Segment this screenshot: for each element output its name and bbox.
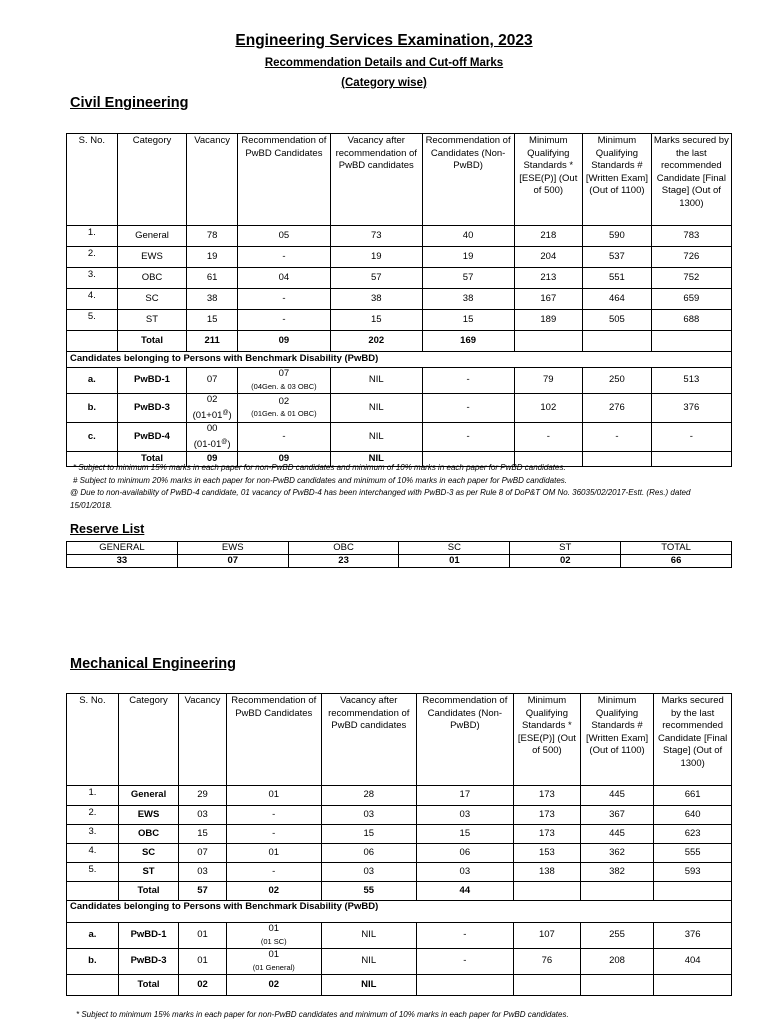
cell-vac-after: 73 xyxy=(330,226,422,247)
vacancy-note-mark: @ xyxy=(221,438,228,445)
cell-vacancy: 29 xyxy=(179,786,227,806)
cell-sno: 5. xyxy=(67,863,119,882)
cell-vac-after: NIL xyxy=(321,949,416,975)
cell-total-vac-after: 202 xyxy=(330,331,422,352)
cell-min-written: 367 xyxy=(580,806,653,825)
rec-value: 01 xyxy=(268,923,280,934)
cell-rec-non: 03 xyxy=(416,806,513,825)
cell-rec-non: 06 xyxy=(416,844,513,863)
cell-sno: b. xyxy=(67,394,118,423)
cell-empty xyxy=(580,975,653,996)
cell-vacancy: 01 xyxy=(179,923,227,949)
page-title: Engineering Services Examination, 2023 xyxy=(235,32,533,49)
cell-vac-after: 03 xyxy=(321,863,416,882)
cell-rec-non: - xyxy=(416,949,513,975)
cell-total-label: Total xyxy=(118,882,178,901)
cell-rec-non: 15 xyxy=(422,310,514,331)
cell-category: PwBD-1 xyxy=(117,368,187,394)
cell-category: PwBD-3 xyxy=(117,394,187,423)
rec-value: 02 xyxy=(278,395,290,407)
reserve-col-obc: OBC xyxy=(288,542,399,555)
cell-sno: 3. xyxy=(67,825,119,844)
cell-marks-last: 555 xyxy=(654,844,732,863)
table-row xyxy=(67,226,732,247)
cell-vac-after: 03 xyxy=(321,806,416,825)
cell-empty xyxy=(583,331,652,352)
cell-min-written: 208 xyxy=(580,949,653,975)
table-header-row xyxy=(67,134,732,226)
cell-min-prelim: 102 xyxy=(514,394,583,423)
rec-value: 01 xyxy=(268,949,280,960)
cell-empty xyxy=(513,882,580,901)
cell-category: PwBD-1 xyxy=(118,923,178,949)
cell-total-rec-pwbd: 02 xyxy=(226,975,321,996)
table-row xyxy=(67,268,732,289)
pwbd-heading-row xyxy=(67,901,732,923)
col-sno: S. No. xyxy=(67,134,118,226)
cell-vacancy: 38 xyxy=(187,289,238,310)
cell-vacancy: 15 xyxy=(179,825,227,844)
cell-rec-pwbd: - xyxy=(237,310,330,331)
cell-total-rec-non: 169 xyxy=(422,331,514,352)
cell-rec-non: 57 xyxy=(422,268,514,289)
cell-category: OBC xyxy=(117,268,187,289)
cell-rec-non: 19 xyxy=(422,247,514,268)
civil-table xyxy=(66,133,732,467)
col-rec-pwbd: Recommendation of PwBD Candidates xyxy=(226,694,321,786)
table-row xyxy=(67,806,732,825)
reserve-sc: 01 xyxy=(399,555,510,568)
cell-rec-pwbd: 01 xyxy=(226,786,321,806)
pwbd-row xyxy=(67,394,732,423)
cell-min-prelim: - xyxy=(514,423,583,452)
cell-min-prelim: 213 xyxy=(514,268,583,289)
cell-marks-last: 783 xyxy=(651,226,731,247)
cell-category: EWS xyxy=(118,806,178,825)
cell-sno: 1. xyxy=(67,786,119,806)
reserve-value-row xyxy=(67,555,732,568)
page-subtitle: Recommendation Details and Cut-off Marks xyxy=(264,57,504,69)
cell-min-prelim: 79 xyxy=(514,368,583,394)
cell-vac-after: 57 xyxy=(330,268,422,289)
cell-total-label: Total xyxy=(118,975,178,996)
cell-total-label: Total xyxy=(117,331,187,352)
cell-vacancy: 61 xyxy=(187,268,238,289)
note-star: * Subject to minimum 15% marks in each paper for non-PwBD candidates and minimum of 10% marks in each paper for PwBD candidates. xyxy=(76,1010,569,1019)
civil-notes xyxy=(70,462,730,512)
cell-rec-pwbd xyxy=(226,923,321,949)
col-min-prelim: Minimum Qualifying Standards * [ESE(P)] (Out of 500) xyxy=(514,134,583,226)
cell-category: SC xyxy=(118,844,178,863)
cell-min-prelim: 76 xyxy=(513,949,580,975)
vacancy-value: 00 xyxy=(206,423,218,435)
cell-rec-pwbd: - xyxy=(226,825,321,844)
cell-rec-pwbd: - xyxy=(226,863,321,882)
vacancy-note-close: ) xyxy=(227,438,231,450)
table-row xyxy=(67,247,732,268)
cell-vacancy: 19 xyxy=(187,247,238,268)
cell-rec-non: 17 xyxy=(416,786,513,806)
cell-empty xyxy=(580,882,653,901)
cell-category: EWS xyxy=(117,247,187,268)
cell-marks-last: 726 xyxy=(651,247,731,268)
cell-marks-last: 623 xyxy=(654,825,732,844)
cell-min-prelim: 218 xyxy=(514,226,583,247)
cell-empty xyxy=(654,882,732,901)
vacancy-note-text: (01-01 xyxy=(193,438,222,450)
col-vac-after: Vacancy after recommendation of PwBD candidates xyxy=(330,134,422,226)
note-at: @ Due to non-availability of PwBD-4 candidate, 01 vacancy of PwBD-4 has been interchanged with PwBD-3 as per Rule 8 of DoP&T OM No. 36035/02/2017-Estt. (Res.) dated 15/01/2018. xyxy=(70,488,691,510)
cell-total-vacancy: 02 xyxy=(179,975,227,996)
cell-sno: 3. xyxy=(67,268,118,289)
table-row xyxy=(67,825,732,844)
pwbd-heading: Candidates belonging to Persons with Benchmark Disability (PwBD) xyxy=(67,901,732,923)
cell-vacancy: 07 xyxy=(187,368,238,394)
cell-min-prelim: 173 xyxy=(513,825,580,844)
table-row xyxy=(67,310,732,331)
cell-min-written: 445 xyxy=(580,825,653,844)
table-row xyxy=(67,289,732,310)
reserve-st: 02 xyxy=(510,555,621,568)
cell-min-prelim: 153 xyxy=(513,844,580,863)
cell-vacancy: 78 xyxy=(187,226,238,247)
cell-min-written: 255 xyxy=(580,923,653,949)
cell-marks-last: 404 xyxy=(654,949,732,975)
cell-rec-non: - xyxy=(422,368,514,394)
rec-note: (01Gen. & 01 OBC) xyxy=(251,409,317,419)
cell-marks-last: 659 xyxy=(651,289,731,310)
cell-empty xyxy=(654,975,732,996)
cell-marks-last: 376 xyxy=(654,923,732,949)
cell-category: ST xyxy=(118,863,178,882)
cell-vac-after: NIL xyxy=(330,394,422,423)
cell-rec-non: - xyxy=(416,923,513,949)
cell-sno: c. xyxy=(67,423,118,452)
cell-total-rec-pwbd: 09 xyxy=(237,452,330,467)
cell-sno: 4. xyxy=(67,289,118,310)
cell-min-prelim: 173 xyxy=(513,786,580,806)
reserve-col-general: GENERAL xyxy=(67,542,178,555)
cell-min-prelim: 173 xyxy=(513,806,580,825)
col-vacancy: Vacancy xyxy=(179,694,227,786)
cell-min-written: 445 xyxy=(580,786,653,806)
cell-vac-after: NIL xyxy=(330,368,422,394)
cell-min-written: 362 xyxy=(580,844,653,863)
rec-note: (01 General) xyxy=(252,962,295,972)
cell-total-vacancy: 09 xyxy=(187,452,238,467)
cell-min-written: 250 xyxy=(583,368,652,394)
table-row xyxy=(67,786,732,806)
cell-vac-after: 38 xyxy=(330,289,422,310)
col-rec-pwbd: Recommendation of PwBD Candidates xyxy=(237,134,330,226)
cell-min-written: 464 xyxy=(583,289,652,310)
cell-total-rec-pwbd: 02 xyxy=(226,882,321,901)
cell-category: PwBD-3 xyxy=(118,949,178,975)
cell-marks-last: - xyxy=(651,423,731,452)
reserve-col-total: TOTAL xyxy=(621,542,732,555)
cell-min-written: 505 xyxy=(583,310,652,331)
note-star: * Subject to minimum 15% marks in each paper for non-PwBD candidates and minimum of 10% marks in each paper for PwBD candidates. xyxy=(73,463,566,472)
mechanical-table xyxy=(66,693,732,996)
cell-rec-non: 40 xyxy=(422,226,514,247)
cell-sno: 2. xyxy=(67,247,118,268)
cell-empty xyxy=(416,975,513,996)
cell-min-prelim: 167 xyxy=(514,289,583,310)
cell-vac-after: 28 xyxy=(321,786,416,806)
mechanical-notes xyxy=(76,1009,736,1022)
cell-rec-non: - xyxy=(422,394,514,423)
vacancy-note xyxy=(189,436,235,452)
cell-marks-last: 376 xyxy=(651,394,731,423)
cell-vacancy: 03 xyxy=(179,863,227,882)
cell-marks-last: 752 xyxy=(651,268,731,289)
cell-rec-non: 38 xyxy=(422,289,514,310)
cell-total-rec-pwbd: 09 xyxy=(237,331,330,352)
cell-min-written: 382 xyxy=(580,863,653,882)
reserve-col-st: ST xyxy=(510,542,621,555)
reserve-col-ews: EWS xyxy=(177,542,288,555)
cell-total-vacancy: 57 xyxy=(179,882,227,901)
cell-category: SC xyxy=(117,289,187,310)
cell-total-vac-after: 55 xyxy=(321,882,416,901)
reserve-general: 33 xyxy=(67,555,178,568)
pwbd-total-row xyxy=(67,975,732,996)
pwbd-row xyxy=(67,923,732,949)
total-row xyxy=(67,882,732,901)
cell-rec-non: - xyxy=(422,423,514,452)
cell-min-written: 537 xyxy=(583,247,652,268)
cell-sno: 4. xyxy=(67,844,119,863)
cell-marks-last: 640 xyxy=(654,806,732,825)
cell-rec-pwbd xyxy=(226,949,321,975)
cell-rec-pwbd: - xyxy=(226,806,321,825)
reserve-heading: Reserve List xyxy=(70,522,145,536)
cell-vacancy: 15 xyxy=(187,310,238,331)
cell-marks-last: 661 xyxy=(654,786,732,806)
cell-rec-pwbd xyxy=(237,368,330,394)
table-row xyxy=(67,863,732,882)
col-vacancy: Vacancy xyxy=(187,134,238,226)
total-row xyxy=(67,331,732,352)
cell-category: General xyxy=(118,786,178,806)
table-header-row xyxy=(67,694,732,786)
cell-empty xyxy=(514,331,583,352)
reserve-total: 66 xyxy=(621,555,732,568)
cell-min-written: 590 xyxy=(583,226,652,247)
cell-vacancy xyxy=(187,423,238,452)
vacancy-note-text: (01+01 xyxy=(192,409,223,421)
col-rec-non: Recommendation of Candidates (Non-PwBD) xyxy=(422,134,514,226)
cell-rec-non: 15 xyxy=(416,825,513,844)
cell-category: General xyxy=(117,226,187,247)
rec-note: (01 SC) xyxy=(260,936,287,946)
cell-vacancy: 01 xyxy=(179,949,227,975)
cell-vacancy: 03 xyxy=(179,806,227,825)
vacancy-note-mark: @ xyxy=(222,409,229,416)
cell-empty xyxy=(651,331,731,352)
cell-empty xyxy=(67,331,118,352)
cell-marks-last: 593 xyxy=(654,863,732,882)
cell-min-written: 551 xyxy=(583,268,652,289)
cell-min-prelim: 204 xyxy=(514,247,583,268)
rec-note: (04Gen. & 03 OBC) xyxy=(251,381,317,391)
cell-min-prelim: 189 xyxy=(514,310,583,331)
cell-vac-after: 15 xyxy=(321,825,416,844)
cell-sno: 5. xyxy=(67,310,118,331)
cell-vac-after: 19 xyxy=(330,247,422,268)
cell-category: OBC xyxy=(118,825,178,844)
pwbd-heading: Candidates belonging to Persons with Benchmark Disability (PwBD) xyxy=(67,352,732,368)
reserve-table xyxy=(66,541,732,568)
cell-sno: b. xyxy=(67,949,119,975)
cell-rec-non: 03 xyxy=(416,863,513,882)
reserve-obc: 23 xyxy=(288,555,399,568)
pwbd-row xyxy=(67,423,732,452)
cell-rec-pwbd: - xyxy=(237,423,330,452)
cell-vac-after: 06 xyxy=(321,844,416,863)
cell-sno: 1. xyxy=(67,226,118,247)
col-sno: S. No. xyxy=(67,694,119,786)
pwbd-row xyxy=(67,368,732,394)
cell-vac-after: NIL xyxy=(330,423,422,452)
col-min-prelim: Minimum Qualifying Standards * [ESE(P)] (Out of 500) xyxy=(513,694,580,786)
civil-heading: Civil Engineering xyxy=(70,95,189,111)
page-subtitle-category: (Category wise) xyxy=(341,77,427,89)
vacancy-value: 02 xyxy=(206,394,218,405)
cell-min-prelim: 107 xyxy=(513,923,580,949)
reserve-col-sc: SC xyxy=(399,542,510,555)
cell-vacancy: 07 xyxy=(179,844,227,863)
rec-value: 07 xyxy=(278,368,290,379)
cell-sno: a. xyxy=(67,923,119,949)
col-category: Category xyxy=(118,694,178,786)
cell-total-vacancy: 211 xyxy=(187,331,238,352)
cell-rec-pwbd xyxy=(237,394,330,423)
col-min-written: Minimum Qualifying Standards # [Written Exam] (Out of 1100) xyxy=(583,134,652,226)
cell-total-label: Total xyxy=(117,452,187,467)
cell-sno: a. xyxy=(67,368,118,394)
col-rec-non: Recommendation of Candidates (Non-PwBD) xyxy=(416,694,513,786)
pwbd-heading-row xyxy=(67,352,732,368)
cell-total-rec-non: 44 xyxy=(416,882,513,901)
table-row xyxy=(67,844,732,863)
cell-min-prelim: 138 xyxy=(513,863,580,882)
cell-rec-pwbd: 01 xyxy=(226,844,321,863)
cell-empty xyxy=(513,975,580,996)
cell-min-written: 276 xyxy=(583,394,652,423)
cell-min-written: - xyxy=(583,423,652,452)
cell-rec-pwbd: 05 xyxy=(237,226,330,247)
reserve-header-row xyxy=(67,542,732,555)
cell-empty xyxy=(67,975,119,996)
mechanical-heading: Mechanical Engineering xyxy=(70,656,236,672)
cell-sno: 2. xyxy=(67,806,119,825)
col-vac-after: Vacancy after recommendation of PwBD candidates xyxy=(321,694,416,786)
cell-total-vac-after: NIL xyxy=(330,452,422,467)
col-marks-last: Marks secured by the last recommended Candidate [Final Stage] (Out of 1300) xyxy=(651,134,731,226)
cell-rec-pwbd: 04 xyxy=(237,268,330,289)
vacancy-note-close: ) xyxy=(228,409,232,421)
cell-rec-pwbd: - xyxy=(237,247,330,268)
cell-category: PwBD-4 xyxy=(117,423,187,452)
cell-total-vac-after: NIL xyxy=(321,975,416,996)
note-hash: # Subject to minimum 20% marks in each paper for non-PwBD candidates and minimum of 10% marks in each paper for PwBD candidates. xyxy=(73,475,568,485)
cell-rec-pwbd: - xyxy=(237,289,330,310)
pwbd-row xyxy=(67,949,732,975)
reserve-ews: 07 xyxy=(177,555,288,568)
cell-marks-last: 513 xyxy=(651,368,731,394)
cell-vac-after: NIL xyxy=(321,923,416,949)
col-min-written: Minimum Qualifying Standards # [Written Exam] (Out of 1100) xyxy=(580,694,653,786)
cell-category: ST xyxy=(117,310,187,331)
cell-empty xyxy=(67,882,119,901)
col-marks-last: Marks secured by the last recommended Candidate [Final Stage] (Out of 1300) xyxy=(654,694,732,786)
col-category: Category xyxy=(117,134,187,226)
cell-vac-after: 15 xyxy=(330,310,422,331)
cell-vacancy xyxy=(187,394,238,423)
cell-marks-last: 688 xyxy=(651,310,731,331)
vacancy-note xyxy=(189,407,235,423)
